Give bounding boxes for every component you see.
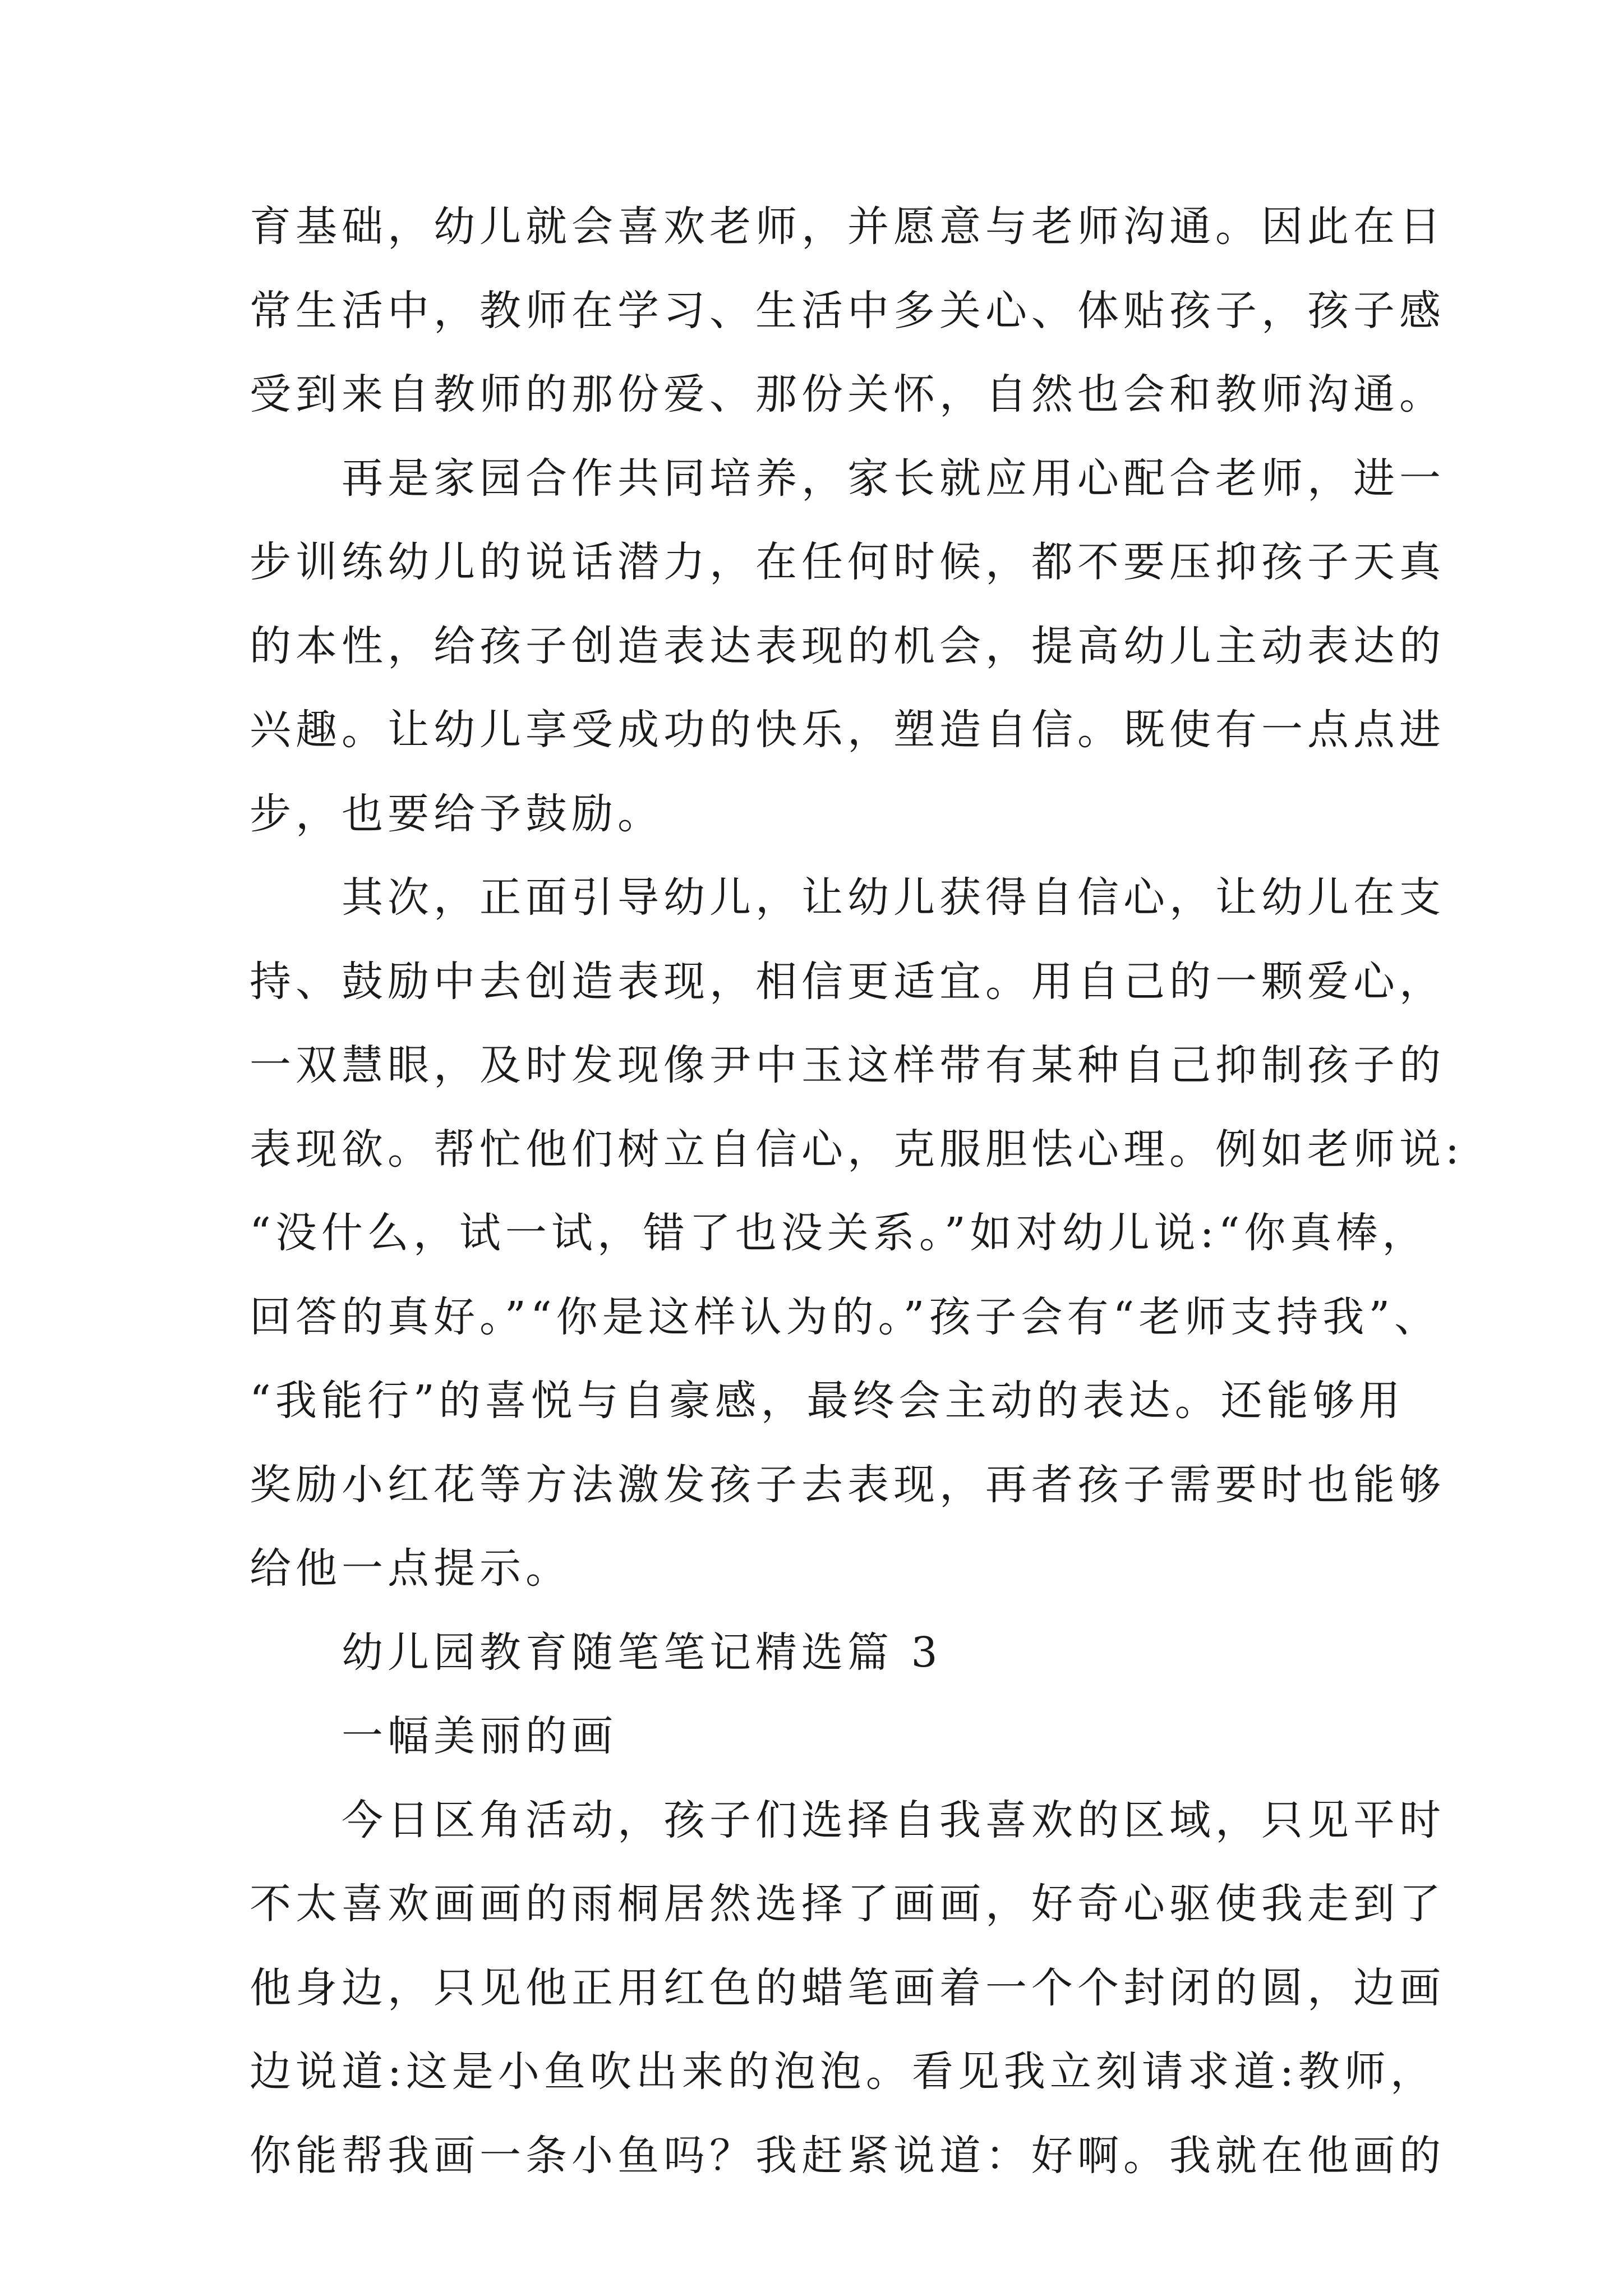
text-line: 不太喜欢画画的雨桐居然选择了画画，好奇心驱使我走到了	[250, 1880, 1445, 1928]
text-line: 他身边，只见他正用红色的蜡笔画着一个个封闭的圆，边画	[250, 1963, 1445, 2012]
text-line: 回答的真好。”“你是这样认为的。”孩子会有“老师支持我”、	[250, 1292, 1441, 1341]
text-line: 再是家园合作共同培养，家长就应用心配合老师，进一	[342, 454, 1445, 503]
text-line: 的本性，给孩子创造表达表现的机会，提高幼儿主动表达的	[250, 622, 1445, 670]
text-line: 边说道:这是小鱼吹出来的泡泡。看见我立刻请求道:教师，	[250, 2047, 1436, 2096]
text-line: 步训练幼儿的说话潜力，在任何时候，都不要压抑孩子天真	[250, 538, 1445, 586]
section-title: 幼儿园教育随笔笔记精选篇 3	[342, 1628, 942, 1677]
text-line: 兴趣。让幼儿享受成功的快乐，塑造自信。既使有一点点进	[250, 706, 1445, 754]
text-line: 育基础，幼儿就会喜欢老师，并愿意与老师沟通。因此在日	[250, 203, 1445, 251]
text-line: 一双慧眼，及时发现像尹中玉这样带有某种自己抑制孩子的	[250, 1041, 1445, 1089]
body-text	[250, 185, 1464, 2198]
text-line: 其次，正面引导幼儿，让幼儿获得自信心，让幼儿在支	[342, 873, 1445, 922]
text-line: “我能行”的喜悦与自豪感，最终会主动的表达。还能够用	[250, 1377, 1405, 1425]
text-line: 你能帮我画一条小鱼吗？我赶紧说道：好啊。我就在他画的	[250, 2131, 1445, 2180]
text-line: 常生活中，教师在学习、生活中多关心、体贴孩子，孩子感	[250, 286, 1445, 335]
text-line: “没什么，试一试，错了也没关系。”如对幼儿说:“你真棒，	[250, 1209, 1428, 1257]
text-line: 给他一点提示。	[250, 1544, 571, 1593]
text-line: 受到来自教师的那份爱、那份关怀，自然也会和教师沟通。	[250, 370, 1445, 418]
subsection-title: 一幅美丽的画	[342, 1712, 617, 1760]
text-line: 今日区角活动，孩子们选择自我喜欢的区域，只见平时	[342, 1796, 1445, 1844]
text-line: 奖励小红花等方法激发孩子去表现，再者孩子需要时也能够	[250, 1460, 1445, 1509]
text-line: 持、鼓励中去创造表现，相信更适宜。用自己的一颗爱心，	[250, 957, 1445, 1006]
text-line: 步，也要给予鼓励。	[250, 789, 663, 838]
text-line: 表现欲。帮忙他们树立自信心，克服胆怯心理。例如老师说:	[250, 1125, 1464, 1174]
